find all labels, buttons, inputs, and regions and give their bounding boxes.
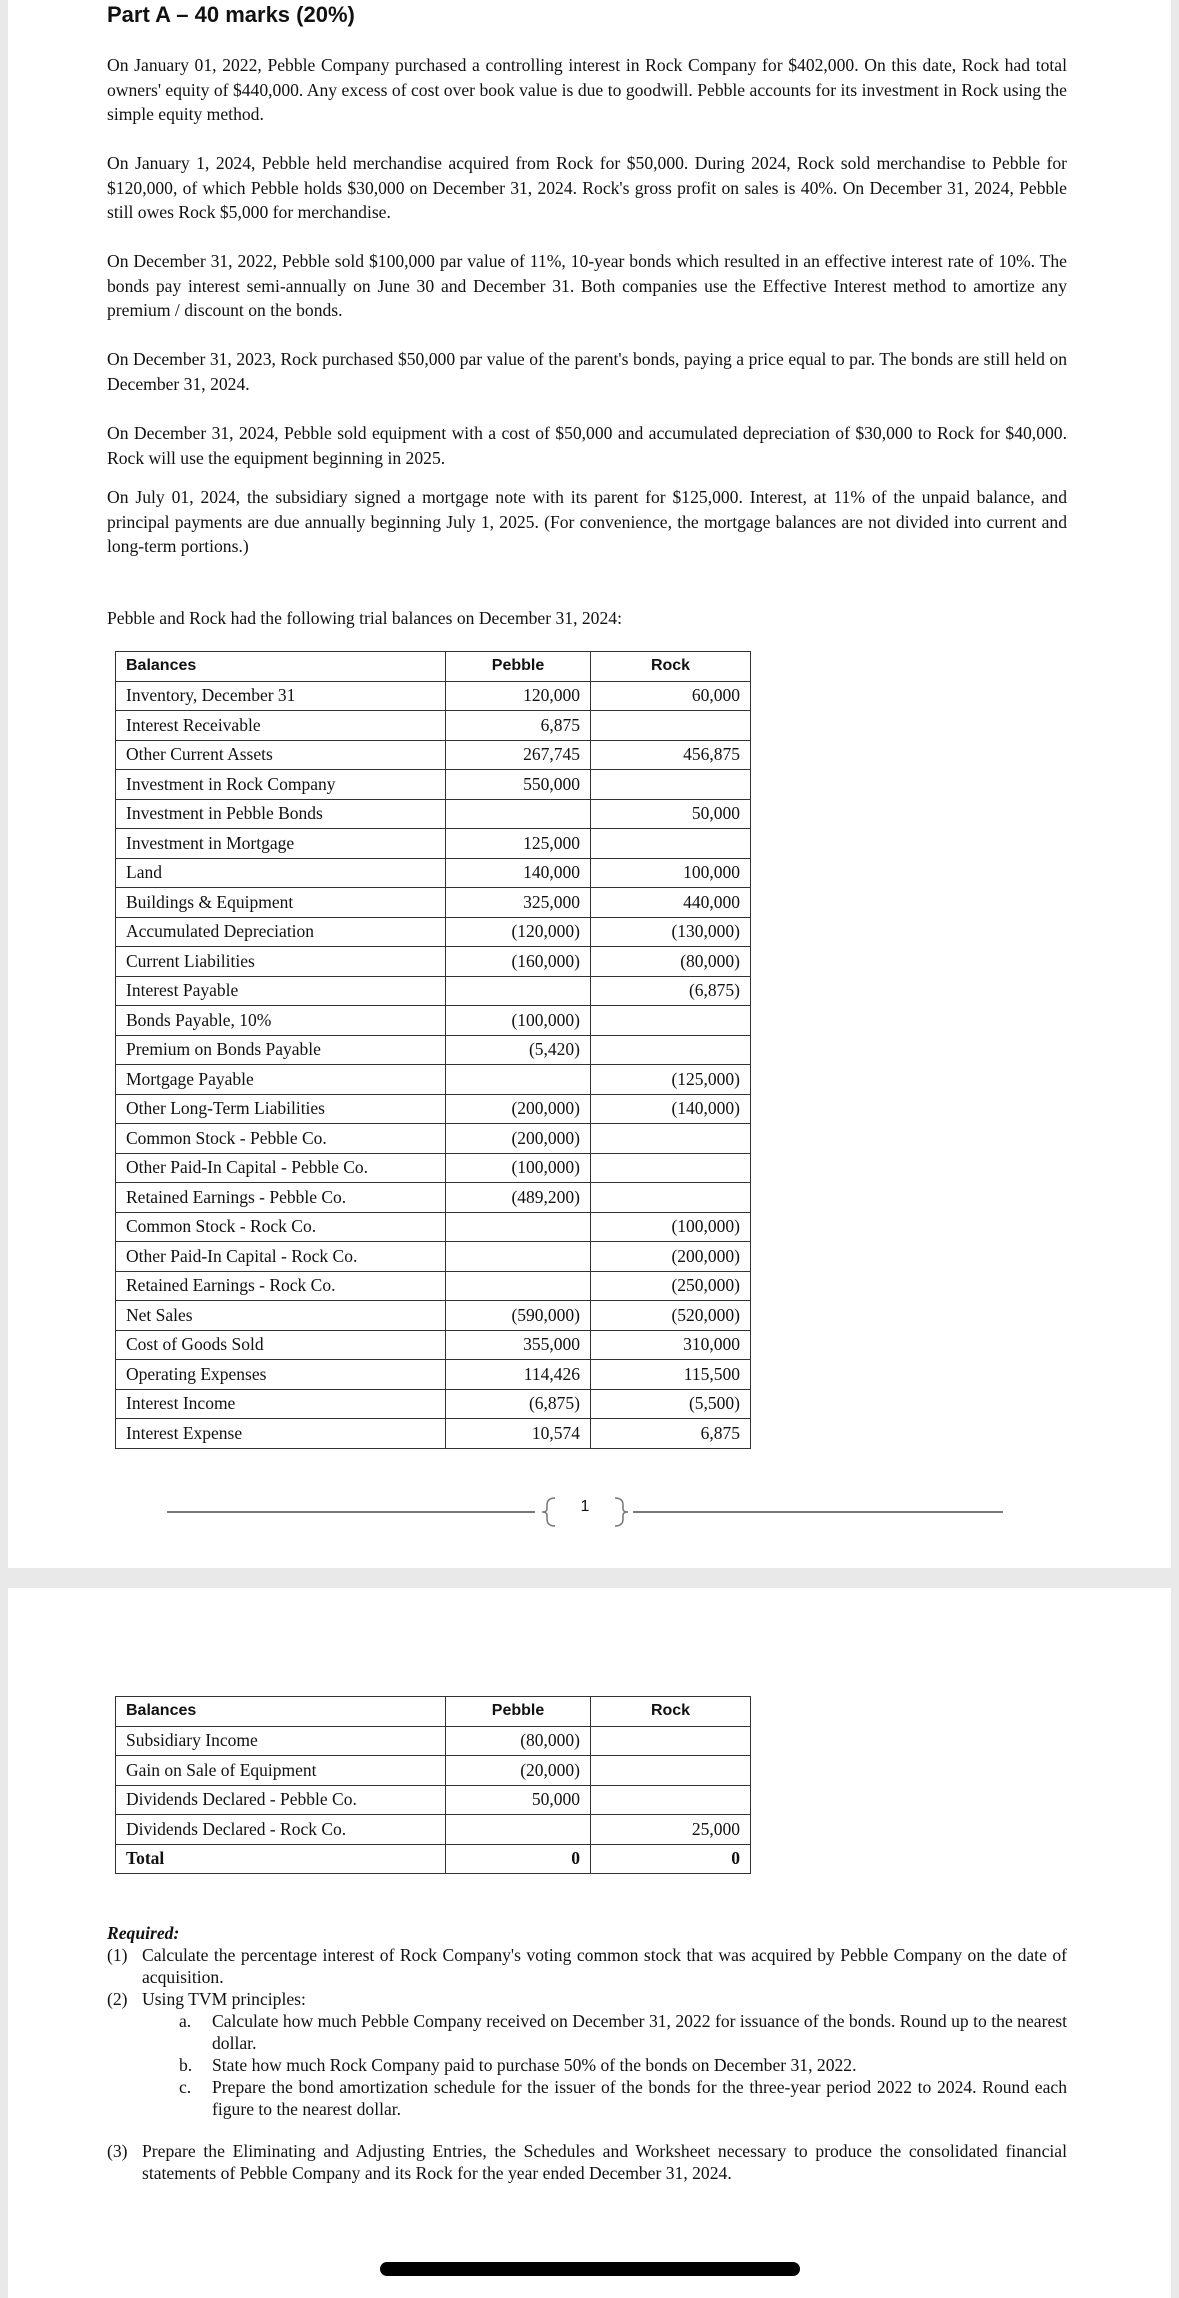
- account-cell: Investment in Rock Company: [116, 770, 446, 800]
- pebble-cell: [446, 1212, 591, 1242]
- table-row: [116, 1785, 751, 1815]
- table-row: [116, 740, 751, 770]
- header-balances: Balances: [116, 1697, 446, 1727]
- account-cell: Dividends Declared - Rock Co.: [116, 1815, 446, 1845]
- table-header-row: [116, 652, 751, 682]
- paragraph-acquisition: On January 01, 2022, Pebble Company purchased a controlling interest in Rock Company for $402,000. On this date, Rock had total owners' equity of $440,000. Any excess of cost over book value is due to goodwill. Pebble accounts for its investment in Rock using the simple equity method.: [107, 55, 1067, 124]
- pebble-cell: (80,000): [446, 1726, 591, 1756]
- pebble-cell: 10,574: [446, 1419, 591, 1449]
- account-cell: Land: [116, 858, 446, 888]
- rock-cell: 100,000: [591, 858, 751, 888]
- account-cell: Bonds Payable, 10%: [116, 1006, 446, 1036]
- rock-cell: [591, 1006, 751, 1036]
- pebble-cell: (100,000): [446, 1153, 591, 1183]
- table-row: [116, 1330, 751, 1360]
- table-row: [116, 888, 751, 918]
- table-row: [116, 858, 751, 888]
- item-text: Calculate the percentage interest of Rock Company's voting common stock that was acquired by Pebble Company on the date of acquisition.: [142, 1945, 1067, 1987]
- account-cell: Investment in Pebble Bonds: [116, 799, 446, 829]
- pebble-cell: 114,426: [446, 1360, 591, 1390]
- table-row: [116, 976, 751, 1006]
- rock-cell: [591, 711, 751, 741]
- rock-cell: 25,000: [591, 1815, 751, 1845]
- required-item-2: [107, 1988, 1067, 2010]
- item-text: Prepare the Eliminating and Adjusting Entries, the Schedules and Worksheet necessary to produce the consolidated financial statements of Pebble Company and its Rock for the year ended December 31, 2024.: [142, 2141, 1067, 2183]
- footer-rule-left: [167, 1511, 535, 1513]
- pebble-cell: (200,000): [446, 1094, 591, 1124]
- rock-cell: 440,000: [591, 888, 751, 918]
- table-row: [116, 1065, 751, 1095]
- table-row: [116, 1094, 751, 1124]
- rock-cell: [591, 1785, 751, 1815]
- table-row: [116, 917, 751, 947]
- rock-cell: [591, 1726, 751, 1756]
- table-row: [116, 1153, 751, 1183]
- rock-cell: 0: [591, 1844, 751, 1874]
- table-row: [116, 1006, 751, 1036]
- table-row: [116, 799, 751, 829]
- header-rock: Rock: [591, 652, 751, 682]
- rock-cell: 456,875: [591, 740, 751, 770]
- account-cell: Current Liabilities: [116, 947, 446, 977]
- paragraph-merchandise: On January 1, 2024, Pebble held merchandise acquired from Rock for $50,000. During 2024, Rock sold merchandise to Pebble for $120,000, of which Pebble holds $30,000 on December 31, 2024. Rock's gross profit on sales is 40%. On December 31, 2024, Pebble still owes Rock $5,000 for merchandise.: [107, 153, 1067, 222]
- account-cell: Subsidiary Income: [116, 1726, 446, 1756]
- rock-cell: [591, 1035, 751, 1065]
- pebble-cell: [446, 976, 591, 1006]
- sub-letter: b.: [179, 2055, 193, 2075]
- item-number: (3): [107, 2141, 128, 2161]
- sub-text: Prepare the bond amortization schedule for the issuer of the bonds for the three-year period 2022 to 2024. Round each figure to the nearest dollar.: [212, 2077, 1067, 2119]
- account-cell: Operating Expenses: [116, 1360, 446, 1390]
- rock-cell: 60,000: [591, 681, 751, 711]
- header-balances: Balances: [116, 652, 446, 682]
- required-sub-c: [179, 2076, 1067, 2120]
- account-cell: Gain on Sale of Equipment: [116, 1756, 446, 1786]
- account-cell: Buildings & Equipment: [116, 888, 446, 918]
- pebble-cell: 550,000: [446, 770, 591, 800]
- pebble-cell: 0: [446, 1844, 591, 1874]
- account-cell: Interest Receivable: [116, 711, 446, 741]
- rock-cell: [591, 1124, 751, 1154]
- rock-cell: (130,000): [591, 917, 751, 947]
- rock-cell: (140,000): [591, 1094, 751, 1124]
- table-row: [116, 829, 751, 859]
- left-brace-icon: [537, 1496, 561, 1528]
- table-row: [116, 1212, 751, 1242]
- account-cell: Total: [116, 1844, 446, 1874]
- paragraph-equipment: On December 31, 2024, Pebble sold equipment with a cost of $50,000 and accumulated depreciation of $30,000 to Rock for $40,000. Rock will use the equipment beginning in 2025.: [107, 423, 1067, 468]
- rock-cell: (200,000): [591, 1242, 751, 1272]
- account-cell: Other Current Assets: [116, 740, 446, 770]
- account-cell: Interest Income: [116, 1389, 446, 1419]
- account-cell: Cost of Goods Sold: [116, 1330, 446, 1360]
- pebble-cell: [446, 1242, 591, 1272]
- item-text: Using TVM principles:: [142, 1989, 306, 2009]
- rock-cell: [591, 1183, 751, 1213]
- required-item-1: [107, 1944, 1067, 1988]
- pebble-cell: [446, 1271, 591, 1301]
- pebble-cell: 125,000: [446, 829, 591, 859]
- table-row: [116, 1242, 751, 1272]
- pebble-cell: 6,875: [446, 711, 591, 741]
- account-cell: Inventory, December 31: [116, 681, 446, 711]
- sub-text: Calculate how much Pebble Company received on December 31, 2022 for issuance of the bonds. Round up to the nearest dollar.: [212, 2011, 1067, 2053]
- account-cell: Accumulated Depreciation: [116, 917, 446, 947]
- table-row: [116, 1360, 751, 1390]
- pebble-cell: (160,000): [446, 947, 591, 977]
- home-indicator[interactable]: [380, 2262, 800, 2276]
- pebble-cell: (20,000): [446, 1756, 591, 1786]
- account-cell: Other Paid-In Capital - Pebble Co.: [116, 1153, 446, 1183]
- rock-cell: [591, 770, 751, 800]
- pebble-cell: (5,420): [446, 1035, 591, 1065]
- rock-cell: (520,000): [591, 1301, 751, 1331]
- table-row: [116, 1419, 751, 1449]
- account-cell: Retained Earnings - Pebble Co.: [116, 1183, 446, 1213]
- table-row: [116, 681, 751, 711]
- pebble-cell: (200,000): [446, 1124, 591, 1154]
- required-sub-b: [179, 2054, 1067, 2076]
- section-title: Part A – 40 marks (20%): [107, 2, 355, 27]
- table-header-row: [116, 1697, 751, 1727]
- sub-text: State how much Rock Company paid to purchase 50% of the bonds on December 31, 2022.: [212, 2055, 857, 2075]
- pebble-cell: 325,000: [446, 888, 591, 918]
- table-row: [116, 947, 751, 977]
- rock-cell: 115,500: [591, 1360, 751, 1390]
- paragraph-bonds: On December 31, 2022, Pebble sold $100,000 par value of 11%, 10-year bonds which resulted in an effective interest rate of 10%. The bonds pay interest semi-annually on June 30 and December 31. Both companies use the Effective Interest method to amortize any premium / discount on the bonds.: [107, 251, 1067, 320]
- rock-cell: (250,000): [591, 1271, 751, 1301]
- rock-cell: (100,000): [591, 1212, 751, 1242]
- account-cell: Other Paid-In Capital - Rock Co.: [116, 1242, 446, 1272]
- table-row: [116, 1183, 751, 1213]
- account-cell: Interest Payable: [116, 976, 446, 1006]
- pebble-cell: [446, 1065, 591, 1095]
- table-row: [116, 1301, 751, 1331]
- rock-cell: [591, 1153, 751, 1183]
- account-cell: Net Sales: [116, 1301, 446, 1331]
- pebble-cell: 120,000: [446, 681, 591, 711]
- pebble-cell: 50,000: [446, 1785, 591, 1815]
- account-cell: Mortgage Payable: [116, 1065, 446, 1095]
- pebble-cell: [446, 799, 591, 829]
- required-heading: Required:: [107, 1923, 180, 1943]
- footer-rule-right: [633, 1511, 1003, 1513]
- table-row: [116, 1035, 751, 1065]
- table-row: [116, 770, 751, 800]
- pebble-cell: [446, 1815, 591, 1845]
- sub-letter: c.: [179, 2077, 192, 2097]
- sub-letter: a.: [179, 2011, 192, 2031]
- header-pebble: Pebble: [446, 652, 591, 682]
- table-row: [116, 1124, 751, 1154]
- rock-cell: [591, 1756, 751, 1786]
- account-cell: Dividends Declared - Pebble Co.: [116, 1785, 446, 1815]
- rock-cell: 50,000: [591, 799, 751, 829]
- trial-balance-table: [115, 651, 751, 1449]
- header-rock: Rock: [591, 1697, 751, 1727]
- table-row: [116, 1389, 751, 1419]
- rock-cell: (6,875): [591, 976, 751, 1006]
- required-sub-a: [179, 2010, 1067, 2054]
- pebble-cell: (100,000): [446, 1006, 591, 1036]
- account-cell: Common Stock - Rock Co.: [116, 1212, 446, 1242]
- account-cell: Retained Earnings - Rock Co.: [116, 1271, 446, 1301]
- total-row: [116, 1844, 751, 1874]
- paragraph-bond-purchase: On December 31, 2023, Rock purchased $50,000 par value of the parent's bonds, paying a price equal to par. The bonds are still held on December 31, 2024.: [107, 349, 1067, 394]
- rock-cell: [591, 829, 751, 859]
- pebble-cell: 355,000: [446, 1330, 591, 1360]
- table-row: [116, 1271, 751, 1301]
- account-cell: Investment in Mortgage: [116, 829, 446, 859]
- account-cell: Interest Expense: [116, 1419, 446, 1449]
- table-row: [116, 1815, 751, 1845]
- item-number: (2): [107, 1989, 128, 2009]
- item-number: (1): [107, 1945, 128, 1965]
- paragraph-mortgage: On July 01, 2024, the subsidiary signed a mortgage note with its parent for $125,000. Interest, at 11% of the unpaid balance, and principal payments are due annually beginning July 1, 2025. (For convenience, the mortgage balances are not divided into current and long-term portions.): [107, 487, 1067, 556]
- right-brace-icon: [609, 1496, 633, 1528]
- account-cell: Other Long-Term Liabilities: [116, 1094, 446, 1124]
- rock-cell: 6,875: [591, 1419, 751, 1449]
- rock-cell: (80,000): [591, 947, 751, 977]
- table-row: [116, 711, 751, 741]
- pebble-cell: (489,200): [446, 1183, 591, 1213]
- pebble-cell: 267,745: [446, 740, 591, 770]
- header-pebble: Pebble: [446, 1697, 591, 1727]
- trial-balance-table-continued: [115, 1696, 751, 1874]
- table-row: [116, 1756, 751, 1786]
- rock-cell: 310,000: [591, 1330, 751, 1360]
- pebble-cell: (6,875): [446, 1389, 591, 1419]
- table-row: [116, 1726, 751, 1756]
- account-cell: Premium on Bonds Payable: [116, 1035, 446, 1065]
- paragraph-trial-balance-intro: Pebble and Rock had the following trial balances on December 31, 2024:: [107, 608, 622, 628]
- pebble-cell: 140,000: [446, 858, 591, 888]
- rock-cell: (125,000): [591, 1065, 751, 1095]
- account-cell: Common Stock - Pebble Co.: [116, 1124, 446, 1154]
- rock-cell: (5,500): [591, 1389, 751, 1419]
- required-section: [107, 1922, 1067, 2184]
- page-number: 1: [580, 1498, 590, 1515]
- pebble-cell: (590,000): [446, 1301, 591, 1331]
- page-footer: [167, 1492, 1003, 1532]
- pebble-cell: (120,000): [446, 917, 591, 947]
- required-item-3: [107, 2140, 1067, 2184]
